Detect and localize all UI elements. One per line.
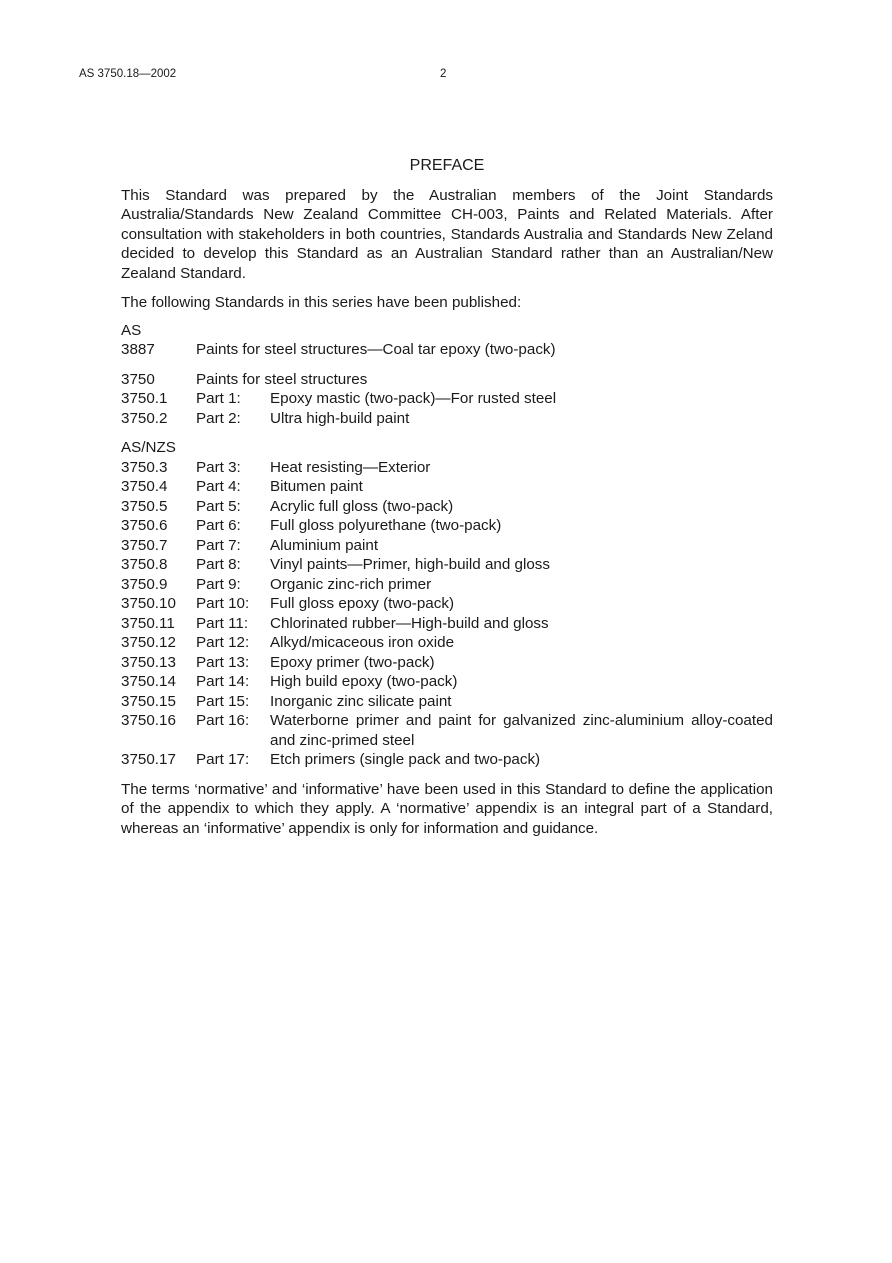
part-label: Part 14: xyxy=(196,673,250,690)
part-label: Part 6: xyxy=(196,517,241,534)
part-label: Part 7: xyxy=(196,536,241,554)
standard-number: 3750.9 xyxy=(121,575,168,593)
standard-number: 3750.16 xyxy=(121,712,176,729)
parts-list xyxy=(121,389,773,428)
terms-paragraph: The terms ‘normative’ and ‘informative’ have been used in this Standard to define the application of the appendix to which they apply. A ‘normative’ appendix is an integral part of a Standard, whereas an ‘informative’ appendix is only for information and guidance. xyxy=(121,780,773,837)
list-item xyxy=(121,711,773,750)
standard-number: 3750.6 xyxy=(121,517,168,534)
list-item xyxy=(121,692,773,712)
standard-number: 3750.7 xyxy=(121,536,168,554)
standard-title: Paints for steel structures—Coal tar epoxy (two-pack) xyxy=(196,341,556,358)
standard-title: Full gloss epoxy (two-pack) xyxy=(270,595,455,612)
asnzs-prefix: AS/NZS xyxy=(121,439,176,456)
part-label: Part 5: xyxy=(196,497,241,515)
standard-number: 3750.14 xyxy=(121,673,176,690)
standard-number: 3750.17 xyxy=(121,751,176,768)
list-item xyxy=(121,750,773,770)
standard-number: 3750.15 xyxy=(121,692,176,710)
asnzs-group xyxy=(121,438,773,770)
list-item xyxy=(121,340,773,360)
standard-title: Inorganic zinc silicate paint xyxy=(270,692,452,710)
standard-title: High build epoxy (two-pack) xyxy=(270,673,458,690)
standard-title: Paints for steel structures xyxy=(196,370,368,388)
part-label: Part 8: xyxy=(196,556,241,573)
list-item xyxy=(121,516,773,536)
list-item xyxy=(121,653,773,673)
preface-section xyxy=(121,156,773,838)
standard-number: 3750.12 xyxy=(121,634,176,651)
as-3750-group xyxy=(121,370,773,429)
as-group xyxy=(121,321,773,360)
standard-title: Ultra high-build paint xyxy=(270,409,410,427)
standard-title: Waterborne primer and paint for galvanized zinc-aluminium alloy-coated and zinc-primed steel xyxy=(270,712,773,749)
standard-title: Heat resisting—Exterior xyxy=(270,458,431,476)
standard-number: 3750.2 xyxy=(121,409,168,427)
part-label: Part 17: xyxy=(196,751,250,768)
intro-paragraph: This Standard was prepared by the Australian members of the Joint Standards Australia/Standards New Zealand Committee CH-003, Paints and Related Materials. After consultation with stakeholders in both countries, Standards Australia and Standards New Zeland decided to develop this Standard as an Australian Standard rather than an Australian/New Zealand Standard. xyxy=(121,186,773,282)
list-item xyxy=(121,477,773,497)
list-item xyxy=(121,672,773,692)
list-item xyxy=(121,458,773,478)
list-item xyxy=(121,614,773,634)
list-item xyxy=(121,370,773,390)
standard-number: 3750 xyxy=(121,370,155,388)
standard-title: Chlorinated rubber—High-build and gloss xyxy=(270,614,549,632)
running-head: AS 3750.18—2002 xyxy=(79,68,177,80)
part-label: Part 9: xyxy=(196,575,241,593)
standard-number: 3750.5 xyxy=(121,497,168,515)
part-label: Part 11: xyxy=(196,614,249,632)
part-label: Part 12: xyxy=(196,634,250,651)
part-label: Part 2: xyxy=(196,409,241,427)
as-prefix: AS xyxy=(121,321,142,339)
standard-title: Bitumen paint xyxy=(270,478,363,495)
standard-number: 3750.1 xyxy=(121,390,168,407)
list-item xyxy=(121,409,773,429)
part-label: Part 4: xyxy=(196,478,241,495)
list-item xyxy=(121,633,773,653)
part-label: Part 15: xyxy=(196,692,250,710)
series-intro: The following Standards in this series have been published: xyxy=(121,294,522,311)
list-item xyxy=(121,575,773,595)
part-label: Part 16: xyxy=(196,712,250,729)
list-item xyxy=(121,594,773,614)
standard-number: 3750.13 xyxy=(121,653,176,671)
preface-title: PREFACE xyxy=(409,157,485,174)
standard-title: Full gloss polyurethane (two-pack) xyxy=(270,517,502,534)
standard-title: Etch primers (single pack and two-pack) xyxy=(270,751,541,768)
list-item xyxy=(121,389,773,409)
list-item xyxy=(121,555,773,575)
part-label: Part 10: xyxy=(196,595,250,612)
standard-number: 3750.8 xyxy=(121,556,168,573)
standard-title: Epoxy primer (two-pack) xyxy=(270,653,435,671)
part-label: Part 1: xyxy=(196,390,241,407)
standard-title: Epoxy mastic (two-pack)—For rusted steel xyxy=(270,390,557,407)
standard-number: 3750.3 xyxy=(121,458,168,476)
list-item xyxy=(121,536,773,556)
standard-number: 3750.11 xyxy=(121,614,175,632)
part-label: Part 13: xyxy=(196,653,250,671)
list-item xyxy=(121,497,773,517)
standard-title: Alkyd/micaceous iron oxide xyxy=(270,634,455,651)
standard-number: 3750.10 xyxy=(121,595,176,612)
standard-title: Aluminium paint xyxy=(270,536,379,554)
page-number: 2 xyxy=(440,68,447,80)
standard-number: 3750.4 xyxy=(121,478,168,495)
standard-title: Vinyl paints—Primer, high-build and gloss xyxy=(270,556,550,573)
standard-title: Acrylic full gloss (two-pack) xyxy=(270,497,454,515)
standard-number: 3887 xyxy=(121,341,155,358)
parts-list xyxy=(121,458,773,770)
part-label: Part 3: xyxy=(196,458,241,476)
standard-title: Organic zinc-rich primer xyxy=(270,575,432,593)
